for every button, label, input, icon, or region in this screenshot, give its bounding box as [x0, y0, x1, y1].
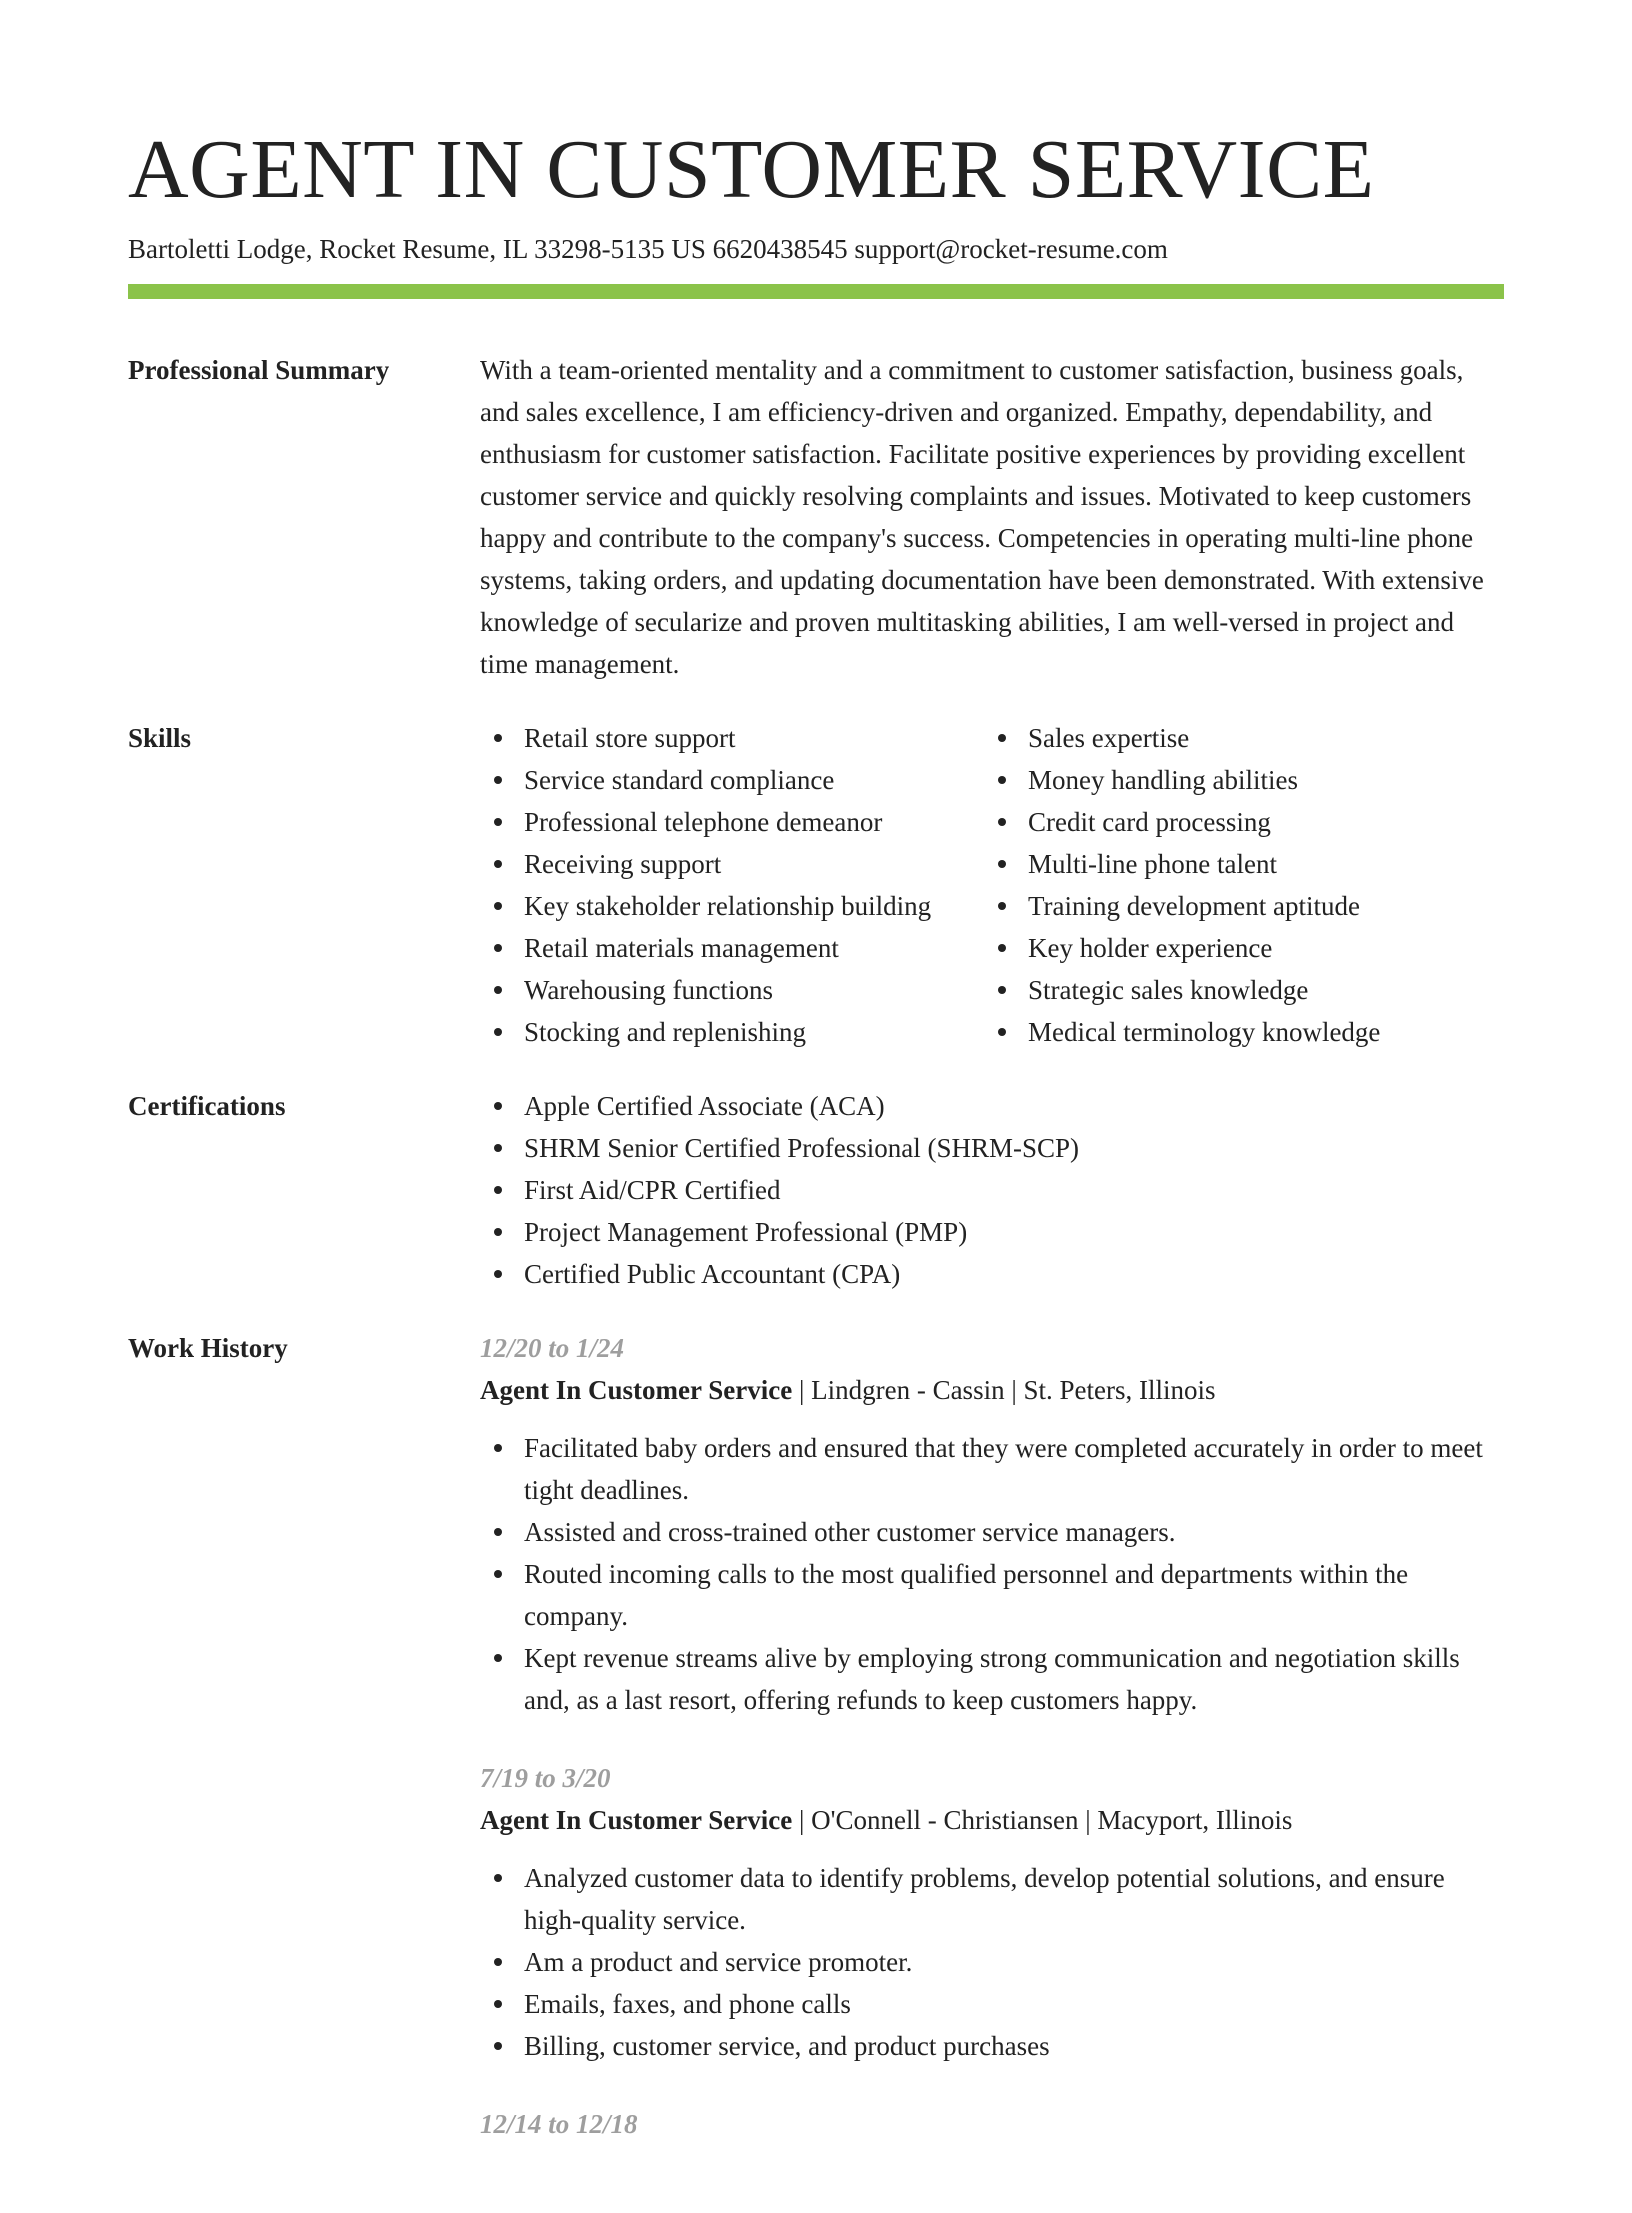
certification-item: Certified Public Accountant (CPA)	[480, 1253, 1504, 1295]
bullet-icon	[494, 1102, 502, 1110]
section-heading: Work History	[128, 1333, 288, 1363]
skill-item: Multi-line phone talent	[984, 843, 1504, 885]
summary-text: With a team-oriented mentality and a commitment to customer satisfaction, business goals, and sales excellence, I am efficiency-driven and organized. Empathy, dependability, and enthusiasm for customer satisfaction. Facilitate positive experiences by providing excellent customer service and quickly resolving complaints and issues. Motivated to keep customers happy and contribute to the company's success. Competencies in operating multi-line phone systems, taking orders, and updating documentation have been demonstrated. With extensive knowledge of secularize and proven multitasking abilities, I am well-versed in project and time management.	[480, 355, 1484, 679]
section-heading: Professional Summary	[128, 355, 390, 385]
job-dates: 12/14 to 12/18	[480, 2109, 638, 2139]
skill-item: Credit card processing	[984, 801, 1504, 843]
job-entry	[480, 2103, 1504, 2145]
skill-item: Strategic sales knowledge	[984, 969, 1504, 1011]
bullet-icon	[494, 1144, 502, 1152]
job-entry	[480, 1757, 1504, 2067]
resume-title: AGENT IN CUSTOMER SERVICE	[128, 123, 1375, 216]
resume-page	[128, 120, 1504, 2213]
certification-item: First Aid/CPR Certified	[480, 1169, 1504, 1211]
job-bullet: Emails, faxes, and phone calls	[480, 1983, 1504, 2025]
skill-item: Service standard compliance	[480, 759, 984, 801]
job-bullets	[480, 1427, 1504, 1721]
bullet-icon	[494, 1654, 502, 1662]
job-bullet: Am a product and service promoter.	[480, 1941, 1504, 1983]
bullet-icon	[494, 776, 502, 784]
job-title: Agent In Customer Service	[480, 1805, 793, 1835]
certification-item: Project Management Professional (PMP)	[480, 1211, 1504, 1253]
contact-line: Bartoletti Lodge, Rocket Resume, IL 33298-5135 US 6620438545 support@rocket-resume.com	[128, 234, 1168, 264]
work-history-section	[128, 1327, 1504, 2181]
skill-item: Key stakeholder relationship building	[480, 885, 984, 927]
skill-item: Warehousing functions	[480, 969, 984, 1011]
job-title-line	[480, 1369, 1504, 1411]
certification-item: SHRM Senior Certified Professional (SHRM-SCP)	[480, 1127, 1504, 1169]
job-bullet: Routed incoming calls to the most qualified personnel and departments within the company.	[480, 1553, 1504, 1637]
bullet-icon	[494, 986, 502, 994]
job-title: Agent In Customer Service	[480, 1375, 793, 1405]
bullet-icon	[998, 860, 1006, 868]
bullet-icon	[998, 1028, 1006, 1036]
job-title-line	[480, 1799, 1504, 1841]
skill-item: Training development aptitude	[984, 885, 1504, 927]
summary-section	[128, 349, 1504, 685]
job-dates: 12/20 to 1/24	[480, 1333, 625, 1363]
bullet-icon	[998, 902, 1006, 910]
bullet-icon	[494, 734, 502, 742]
bullet-icon	[998, 986, 1006, 994]
bullet-icon	[494, 2042, 502, 2050]
bullet-icon	[494, 1958, 502, 1966]
skill-item: Medical terminology knowledge	[984, 1011, 1504, 1053]
job-bullet: Billing, customer service, and product purchases	[480, 2025, 1504, 2067]
bullet-icon	[998, 944, 1006, 952]
certifications-section	[128, 1085, 1504, 1295]
section-heading: Skills	[128, 723, 192, 753]
bullet-icon	[494, 818, 502, 826]
job-dates: 7/19 to 3/20	[480, 1763, 611, 1793]
job-bullet: Facilitated baby orders and ensured that they were completed accurately in order to meet tight deadlines.	[480, 1427, 1504, 1511]
section-heading: Certifications	[128, 1091, 286, 1121]
header-divider	[128, 284, 1504, 299]
bullet-icon	[998, 776, 1006, 784]
skill-item: Retail materials management	[480, 927, 984, 969]
bullet-icon	[494, 1444, 502, 1452]
skill-item: Stocking and replenishing	[480, 1011, 984, 1053]
skill-item: Professional telephone demeanor	[480, 801, 984, 843]
skill-item: Money handling abilities	[984, 759, 1504, 801]
bullet-icon	[494, 1186, 502, 1194]
bullet-icon	[494, 860, 502, 868]
skill-item: Retail store support	[480, 717, 984, 759]
bullet-icon	[998, 818, 1006, 826]
bullet-icon	[998, 734, 1006, 742]
job-details: | O'Connell - Christiansen | Macyport, Illinois	[792, 1805, 1293, 1835]
certifications-list	[480, 1085, 1504, 1295]
certification-item: Apple Certified Associate (ACA)	[480, 1085, 1504, 1127]
job-bullets	[480, 1857, 1504, 2067]
job-bullet: Assisted and cross-trained other customer service managers.	[480, 1511, 1504, 1553]
bullet-icon	[494, 902, 502, 910]
bullet-icon	[494, 944, 502, 952]
job-details: | Lindgren - Cassin | St. Peters, Illinois	[792, 1375, 1216, 1405]
skills-section	[128, 717, 1504, 1053]
skill-item: Key holder experience	[984, 927, 1504, 969]
bullet-icon	[494, 1874, 502, 1882]
skills-list-left	[480, 717, 984, 1053]
skills-list-right	[984, 717, 1504, 1053]
bullet-icon	[494, 1570, 502, 1578]
bullet-icon	[494, 1528, 502, 1536]
skill-item: Receiving support	[480, 843, 984, 885]
bullet-icon	[494, 1228, 502, 1236]
job-bullet: Kept revenue streams alive by employing strong communication and negotiation skills and, as a last resort, offering refunds to keep customers happy.	[480, 1637, 1504, 1721]
bullet-icon	[494, 1028, 502, 1036]
bullet-icon	[494, 2000, 502, 2008]
skill-item: Sales expertise	[984, 717, 1504, 759]
job-bullet: Analyzed customer data to identify problems, develop potential solutions, and ensure high-quality service.	[480, 1857, 1504, 1941]
bullet-icon	[494, 1270, 502, 1278]
job-entry	[480, 1327, 1504, 1721]
